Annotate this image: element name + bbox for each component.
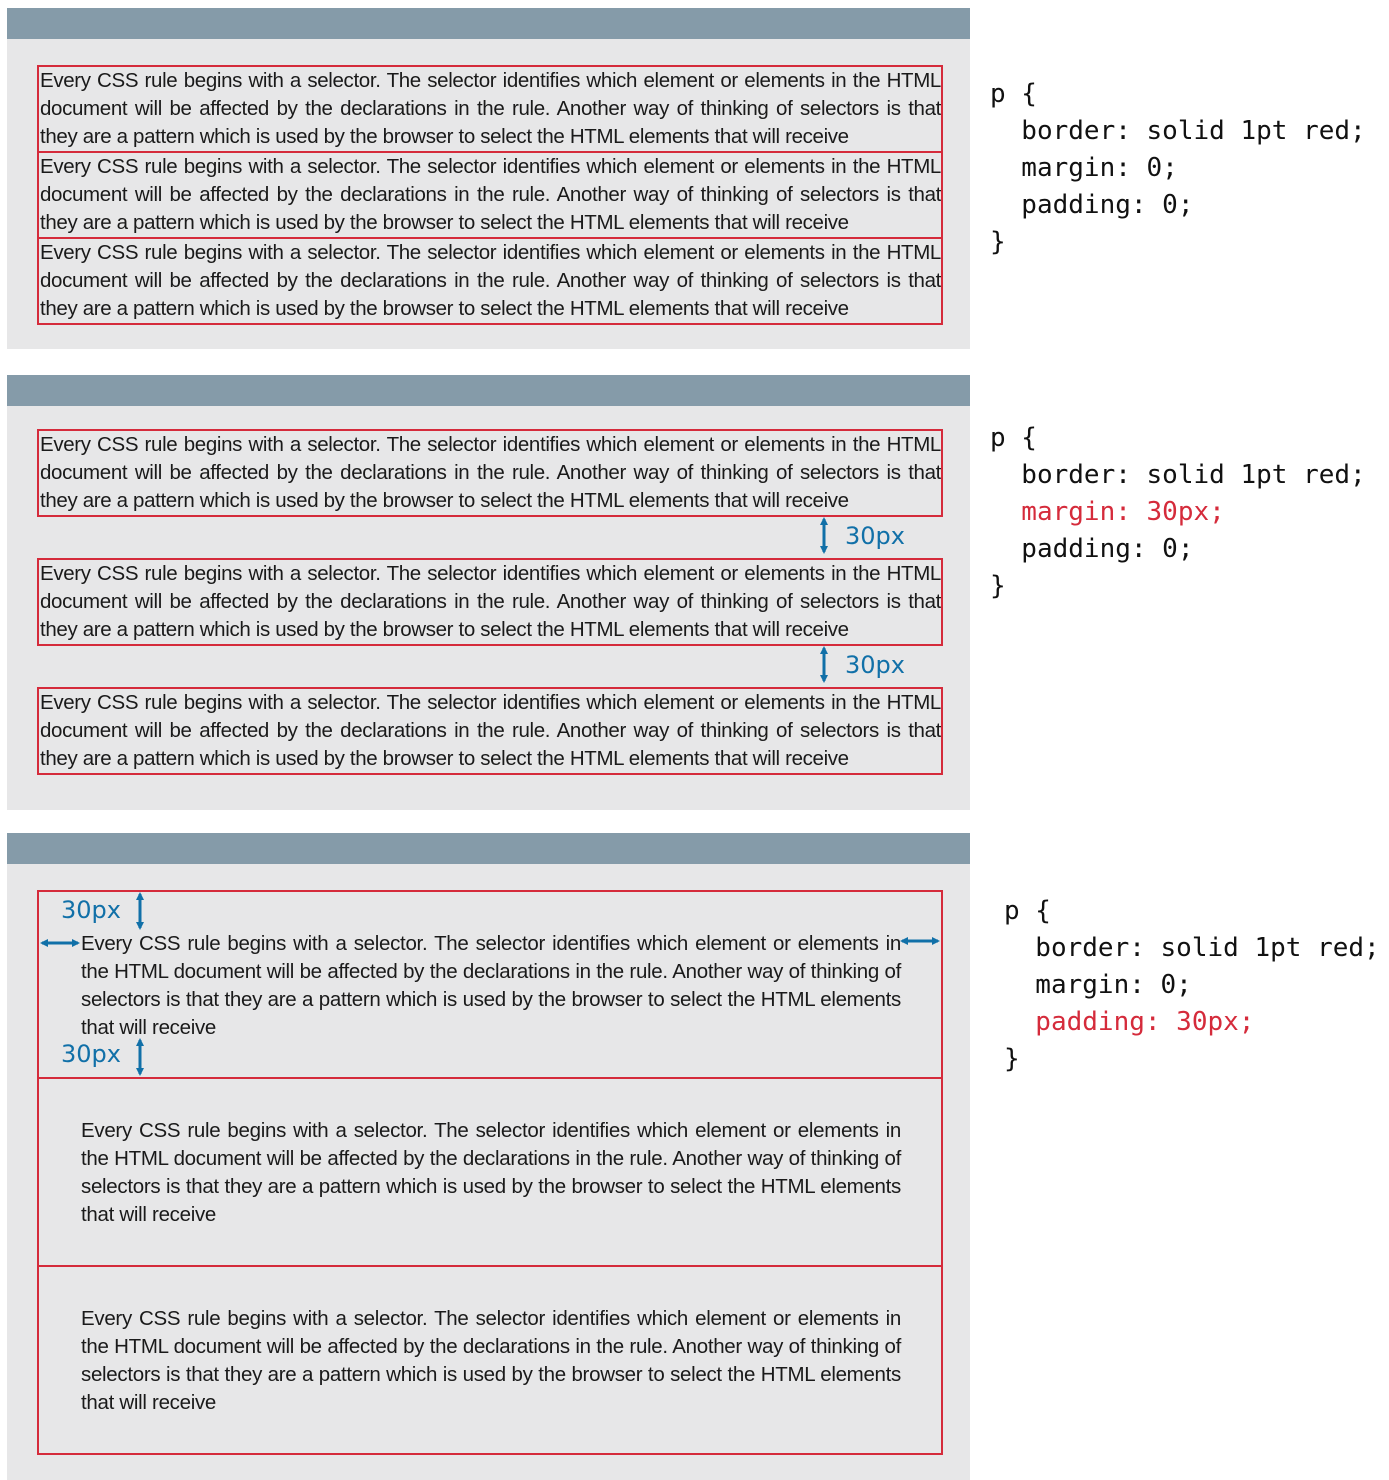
code-line-margin-highlighted: margin: 30px;	[990, 497, 1225, 527]
margin-annotation-label: 30px	[845, 651, 905, 679]
code-line-open: p {	[1004, 896, 1051, 926]
padding-annotation-label: 30px	[61, 1040, 121, 1068]
code-line-padding: padding: 0;	[990, 534, 1194, 564]
paragraph-box: Every CSS rule begins with a selector. The selector identifies which element or elements in the HTML document will be affected by the declarations in the rule. Another way of thinking of selectors is that they are a pattern which is used by the browser to select the HTML elements that will receive	[37, 1265, 943, 1455]
paragraph-box: Every CSS rule begins with a selector. The selector identifies which element or elements in the HTML document will be affected by the declarations in the rule. Another way of thinking of selectors is that they are a pattern which is used by the browser to select the HTML elements that will receive	[37, 65, 943, 153]
paragraph-box: Every CSS rule begins with a selector. The selector identifies which element or elements in the HTML document will be affected by the declarations in the rule. Another way of thinking of selectors is that they are a pattern which is used by the browser to select the HTML elements that will receive	[37, 890, 943, 1079]
code-line-open: p {	[990, 79, 1037, 109]
padding-annotation-label: 30px	[61, 896, 121, 924]
paragraph-box: Every CSS rule begins with a selector. The selector identifies which element or elements in the HTML document will be affected by the declarations in the rule. Another way of thinking of selectors is that they are a pattern which is used by the browser to select the HTML elements that will receive	[37, 1077, 943, 1267]
code-line-padding-highlighted: padding: 30px;	[1004, 1007, 1255, 1037]
code-line-close: }	[990, 227, 1006, 257]
code-line-margin: margin: 0;	[990, 153, 1178, 183]
code-line-padding: padding: 0;	[990, 190, 1194, 220]
code-line-margin: margin: 0;	[1004, 970, 1192, 1000]
code-line-border: border: solid 1pt red;	[990, 116, 1366, 146]
code-line-border: border: solid 1pt red;	[990, 460, 1366, 490]
paragraph-box: Every CSS rule begins with a selector. The selector identifies which element or elements in the HTML document will be affected by the declarations in the rule. Another way of thinking of selectors is that they are a pattern which is used by the browser to select the HTML elements that will receive	[37, 429, 943, 517]
paragraph-box: Every CSS rule begins with a selector. The selector identifies which element or elements in the HTML document will be affected by the declarations in the rule. Another way of thinking of selectors is that they are a pattern which is used by the browser to select the HTML elements that will receive	[37, 558, 943, 646]
code-line-close: }	[990, 571, 1006, 601]
code-line-open: p {	[990, 423, 1037, 453]
paragraph-box: Every CSS rule begins with a selector. The selector identifies which element or elements in the HTML document will be affected by the declarations in the rule. Another way of thinking of selectors is that they are a pattern which is used by the browser to select the HTML elements that will receive	[37, 151, 943, 239]
paragraph-box: Every CSS rule begins with a selector. The selector identifies which element or elements in the HTML document will be affected by the declarations in the rule. Another way of thinking of selectors is that they are a pattern which is used by the browser to select the HTML elements that will receive	[37, 687, 943, 775]
margin-annotation-label: 30px	[845, 522, 905, 550]
code-line-border: border: solid 1pt red;	[1004, 933, 1380, 963]
paragraph-box: Every CSS rule begins with a selector. The selector identifies which element or elements in the HTML document will be affected by the declarations in the rule. Another way of thinking of selectors is that they are a pattern which is used by the browser to select the HTML elements that will receive	[37, 237, 943, 325]
code-line-close: }	[1004, 1044, 1020, 1074]
